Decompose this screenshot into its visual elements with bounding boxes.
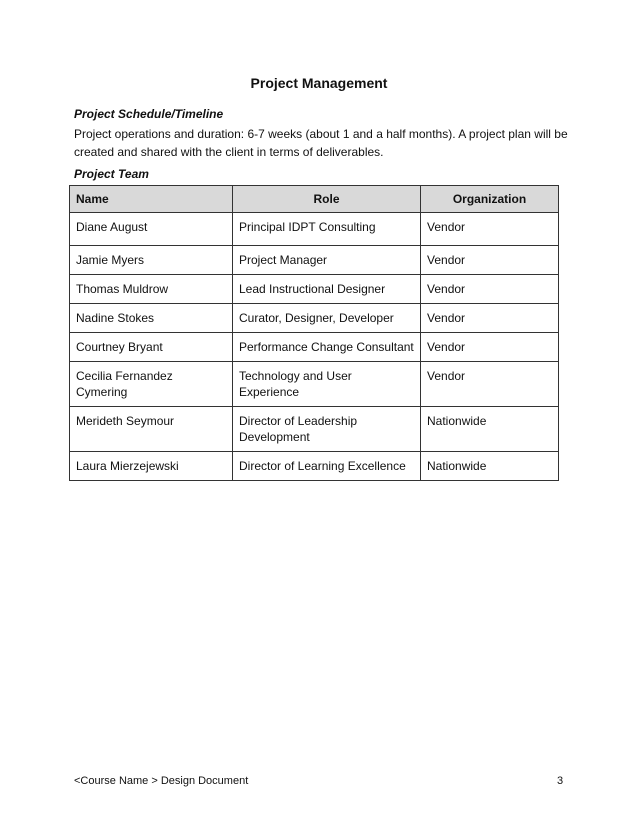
page-title: Project Management — [250, 75, 388, 91]
member-role: Performance Change Consultant — [233, 333, 421, 362]
table-row — [70, 275, 559, 304]
member-organization: Nationwide — [421, 407, 559, 452]
member-role: Technology and User Experience — [233, 362, 421, 407]
member-role: Curator, Designer, Developer — [233, 304, 421, 333]
member-organization: Vendor — [421, 304, 559, 333]
member-organization: Vendor — [421, 246, 559, 275]
page-number: 3 — [557, 775, 564, 787]
team-heading: Project Team — [74, 167, 149, 181]
table-row — [70, 452, 559, 481]
schedule-paragraph — [74, 125, 568, 161]
member-name: Laura Mierzejewski — [70, 452, 233, 481]
table-row — [70, 304, 559, 333]
member-organization: Nationwide — [421, 452, 559, 481]
column-header-name: Name — [70, 186, 233, 213]
member-role: Project Manager — [233, 246, 421, 275]
member-role-line: Development — [239, 430, 310, 444]
table-row — [70, 333, 559, 362]
table-header-row — [70, 186, 559, 213]
member-role: Principal IDPT Consulting — [233, 213, 421, 246]
member-organization: Vendor — [421, 213, 559, 246]
member-name: Thomas Muldrow — [70, 275, 233, 304]
table-row — [70, 213, 559, 246]
member-name: Nadine Stokes — [70, 304, 233, 333]
footer-document-label: <Course Name > Design Document — [74, 775, 249, 787]
member-role — [233, 407, 421, 452]
member-organization: Vendor — [421, 333, 559, 362]
schedule-heading: Project Schedule/Timeline — [74, 107, 224, 121]
schedule-line-1: Project operations and duration: 6-7 weeks (about 1 and a half months). A project plan will be — [74, 127, 568, 141]
table-row — [70, 362, 559, 407]
project-team-table — [69, 185, 559, 481]
member-role: Director of Learning Excellence — [233, 452, 421, 481]
member-name: Diane August — [70, 213, 233, 246]
member-role: Lead Instructional Designer — [233, 275, 421, 304]
table-row — [70, 407, 559, 452]
member-name: Merideth Seymour — [70, 407, 233, 452]
member-role-line: Director of Leadership — [239, 414, 358, 428]
table-row — [70, 246, 559, 275]
column-header-organization: Organization — [421, 186, 559, 213]
member-organization: Vendor — [421, 362, 559, 407]
column-header-role: Role — [233, 186, 421, 213]
schedule-line-2: created and shared with the client in terms of deliverables. — [74, 145, 384, 159]
member-name: Courtney Bryant — [70, 333, 233, 362]
member-organization: Vendor — [421, 275, 559, 304]
member-name: Cecilia Fernandez Cymering — [70, 362, 233, 407]
member-name: Jamie Myers — [70, 246, 233, 275]
